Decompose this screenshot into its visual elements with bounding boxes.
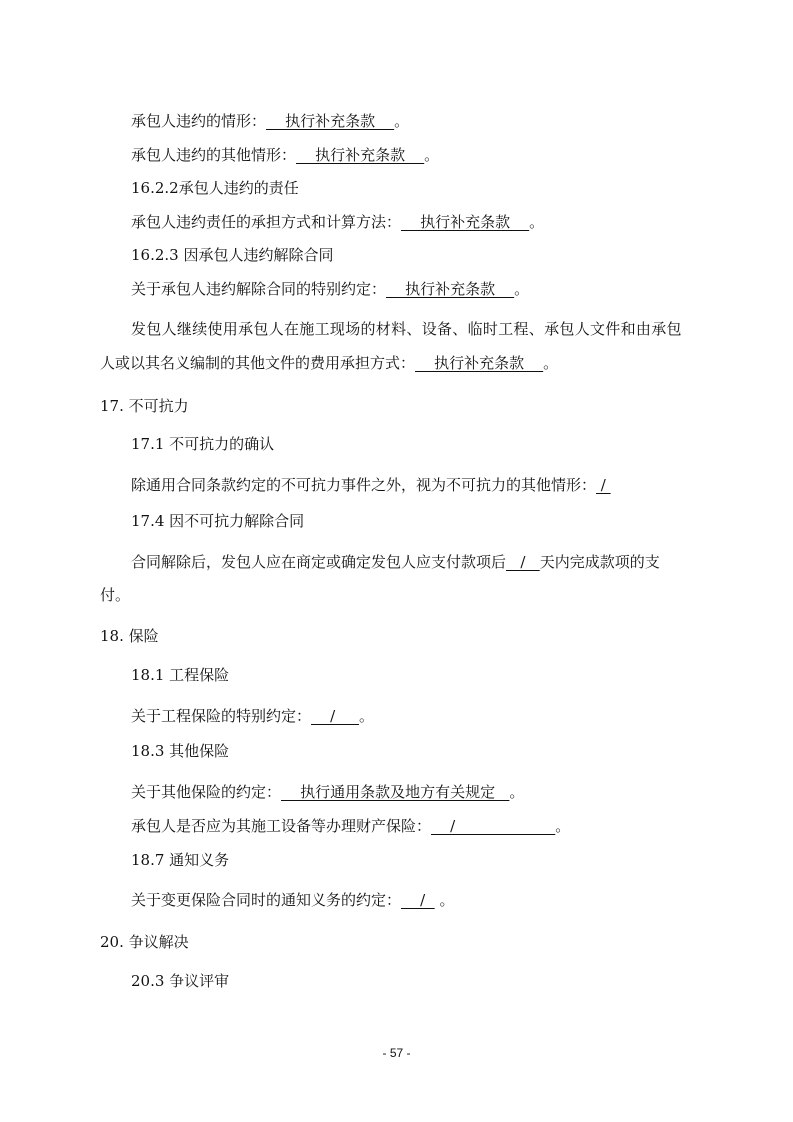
clause-line bbox=[131, 816, 570, 836]
clause-suffix: 。 bbox=[543, 354, 559, 372]
clause-suffix: 。 bbox=[434, 891, 455, 909]
clause-label: 承包人违约责任的承担方式和计算方法： bbox=[131, 213, 402, 231]
filled-blank: 执行通用条款及地方有关规定 bbox=[281, 783, 510, 801]
clause-line bbox=[131, 890, 454, 910]
paragraph-line: 付。 bbox=[100, 586, 131, 604]
clause-suffix: 。 bbox=[555, 817, 571, 835]
clause-line bbox=[131, 212, 544, 232]
clause-label: 承包人是否应为其施工设备等办理财产保险： bbox=[131, 817, 432, 835]
clause-suffix: 。 bbox=[514, 280, 530, 298]
filled-blank: / bbox=[311, 707, 359, 725]
subsection-heading: 17.1 不可抗力的确认 bbox=[131, 435, 275, 453]
clause-suffix: 。 bbox=[509, 783, 525, 801]
clause-suffix: 天内完成款项的支 bbox=[539, 553, 660, 571]
section-heading: 20. 争议解决 bbox=[100, 933, 189, 951]
filled-blank: / bbox=[596, 476, 611, 494]
clause-line bbox=[131, 552, 660, 572]
clause-line bbox=[131, 279, 529, 299]
clause-line bbox=[131, 145, 439, 165]
subsection-heading: 16.2.3 因承包人违约解除合同 bbox=[131, 246, 334, 264]
paragraph-line: 发包人继续使用承包人在施工现场的材料、设备、临时工程、承包人文件和由承包 bbox=[131, 320, 682, 338]
clause-label: 除通用合同条款约定的不可抗力事件之外，视为不可抗力的其他情形： bbox=[131, 476, 597, 494]
subsection-heading: 20.3 争议评审 bbox=[131, 972, 230, 990]
clause-label: 合同解除后，发包人应在商定或确定发包人应支付款项后 bbox=[131, 553, 507, 571]
clause-label: 关于承包人违约解除合同的特别约定： bbox=[131, 280, 387, 298]
clause-line bbox=[131, 111, 409, 131]
clause-suffix: 。 bbox=[394, 112, 410, 130]
filled-blank: / bbox=[431, 817, 556, 835]
subsection-heading: 18.7 通知义务 bbox=[131, 851, 230, 869]
clause-suffix: 。 bbox=[529, 213, 545, 231]
filled-blank: 执行补充条款 bbox=[401, 213, 530, 231]
clause-label: 关于工程保险的特别约定： bbox=[131, 707, 312, 725]
subsection-heading: 18.3 其他保险 bbox=[131, 742, 230, 760]
clause-label: 关于变更保险合同时的通知义务的约定： bbox=[131, 891, 402, 909]
clause-suffix: 。 bbox=[358, 707, 374, 725]
clause-line bbox=[131, 706, 374, 726]
clause-line bbox=[131, 475, 611, 495]
clause-label: 承包人违约的其他情形： bbox=[131, 146, 297, 164]
subsection-heading: 18.1 工程保险 bbox=[131, 666, 230, 684]
clause-label: 承包人违约的情形： bbox=[131, 112, 267, 130]
filled-blank: 执行补充条款 bbox=[296, 146, 425, 164]
filled-blank: 执行补充条款 bbox=[266, 112, 395, 130]
clause-suffix: 。 bbox=[424, 146, 440, 164]
filled-blank: 执行补充条款 bbox=[415, 354, 544, 372]
section-heading: 17. 不可抗力 bbox=[100, 397, 189, 415]
clause-label: 关于其他保险的约定： bbox=[131, 783, 282, 801]
page-number: - 57 - bbox=[382, 1046, 411, 1060]
filled-blank: 执行补充条款 bbox=[386, 280, 515, 298]
clause-line bbox=[131, 782, 524, 802]
section-heading: 18. 保险 bbox=[100, 627, 159, 645]
filled-blank: / bbox=[506, 553, 540, 571]
filled-blank: / bbox=[401, 891, 435, 909]
subsection-heading: 16.2.2承包人违约的责任 bbox=[131, 179, 299, 197]
clause-line bbox=[100, 353, 558, 373]
subsection-heading: 17.4 因不可抗力解除合同 bbox=[131, 512, 305, 530]
clause-label: 人或以其名义编制的其他文件的费用承担方式： bbox=[100, 354, 416, 372]
